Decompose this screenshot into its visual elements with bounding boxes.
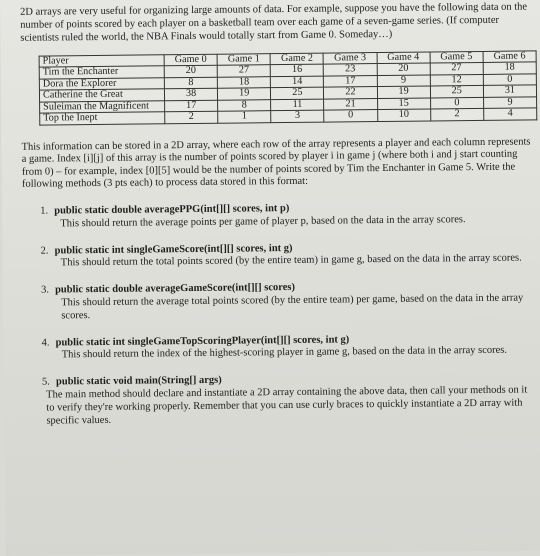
score-cell: 25: [271, 87, 324, 99]
score-cell: 17: [324, 75, 377, 87]
method-number: 1.: [40, 205, 49, 217]
score-cell: 11: [271, 99, 324, 111]
score-cell: 18: [483, 62, 536, 74]
score-cell: 17: [165, 100, 218, 112]
score-cell: 15: [377, 98, 430, 110]
score-cell: 16: [270, 64, 323, 76]
score-cell: 0: [430, 97, 483, 109]
scores-table: [39, 50, 538, 125]
score-cell: 20: [164, 65, 217, 77]
score-cell: 2: [165, 111, 218, 123]
method-code: public static double averagePPG(int[][] scores, int p): [54, 202, 290, 217]
method-description: This should return the average points per game of player p, based on the data in the array scores.: [60, 213, 466, 230]
score-cell: 25: [430, 86, 483, 98]
score-cell: 3: [271, 110, 324, 122]
score-cell: 9: [483, 96, 536, 108]
score-cell: 18: [217, 76, 270, 88]
method-description: This should return the average total points scored (by the entire team) per game, based on the data in the array scores.: [61, 292, 524, 322]
intro-paragraph: 2D arrays are very useful for organizing large amounts of data. For example, suppose you have the following data on the number of points scored by each player on a basketball team over each game of a seven-game series. (If computer scientists ruled the world, the NBA Finals would totally start from Game 0. Someday…): [20, 1, 528, 45]
header-game-0: Game 0: [164, 54, 217, 66]
header-game-5: Game 5: [430, 51, 483, 63]
score-cell: 1: [218, 111, 271, 123]
header-game-2: Game 2: [270, 53, 323, 65]
player-name: Dora the Explorer: [39, 77, 164, 90]
score-cell: 9: [377, 75, 430, 87]
method-number: 2.: [40, 245, 49, 257]
list-item: [24, 332, 536, 363]
player-name: Tim the Enchanter: [39, 66, 164, 79]
score-cell: 8: [218, 99, 271, 111]
list-item: [23, 280, 535, 324]
method-code: public static int singleGameTopScoringPlayer(int[][] scores, int g): [55, 333, 350, 348]
score-cell: 20: [377, 63, 430, 75]
method-code: public static double averageGameScore(int[][] scores): [54, 282, 295, 296]
score-cell: 4: [484, 108, 537, 120]
description-paragraph: This information can be stored in a 2D array, where each row of the array represents a player and each column represents a game. Index [i][j] of this array is the number of points scored by player i in game j (where both i and j start counting from 0) – for example, index [0][5] would be the number of points scored by Tim the Enchanter in Game 5. Write the following methods (3 pts each) to process data stored in this format:: [21, 136, 531, 191]
score-cell: 0: [483, 73, 536, 85]
player-name: Suleiman the Magnificent: [40, 100, 165, 113]
score-cell: 31: [483, 85, 536, 97]
method-description: The main method should declare and instantiate a 2D array containing the above data, then call your methods on it to verify they're working properly. Remember that you can use curly braces to quickly instantiate a 2D array with specific values.: [46, 384, 528, 427]
list-item: [22, 200, 534, 231]
list-item: [23, 240, 535, 271]
header-player: Player: [39, 54, 164, 67]
method-number: 3.: [40, 284, 49, 296]
score-cell: 27: [217, 65, 270, 77]
score-cell: 27: [430, 63, 483, 75]
player-name: Top the Inept: [40, 112, 165, 125]
score-cell: 38: [164, 88, 217, 100]
score-cell: 21: [324, 98, 377, 110]
score-cell: 22: [324, 87, 377, 99]
score-cell: 19: [377, 86, 430, 98]
method-code: public static void main(String[] args): [55, 374, 222, 388]
header-game-4: Game 4: [377, 52, 430, 64]
score-cell: 23: [324, 64, 377, 76]
score-cell: 10: [377, 109, 430, 121]
list-item: [24, 372, 537, 429]
method-description: This should return the index of the highest-scoring player in game g, based on the data in the array scores.: [61, 345, 508, 361]
method-number: 4.: [41, 337, 50, 349]
header-game-1: Game 1: [217, 53, 270, 65]
header-game-6: Game 6: [483, 50, 536, 62]
score-cell: 19: [218, 88, 271, 100]
header-game-3: Game 3: [323, 52, 376, 64]
method-number: 5.: [41, 376, 50, 388]
methods-list: [22, 200, 536, 428]
player-name: Catherine the Great: [39, 89, 164, 102]
score-cell: 8: [164, 77, 217, 89]
method-description: This should return the total points scored (by the entire team) in game g, based on the data in the array scores.: [60, 252, 522, 269]
method-code: public static int singleGameScore(int[][] scores, int g): [54, 242, 293, 257]
score-cell: 12: [430, 74, 483, 86]
score-cell: 14: [271, 76, 324, 88]
score-cell: 2: [430, 109, 483, 121]
score-cell: 0: [324, 110, 377, 122]
